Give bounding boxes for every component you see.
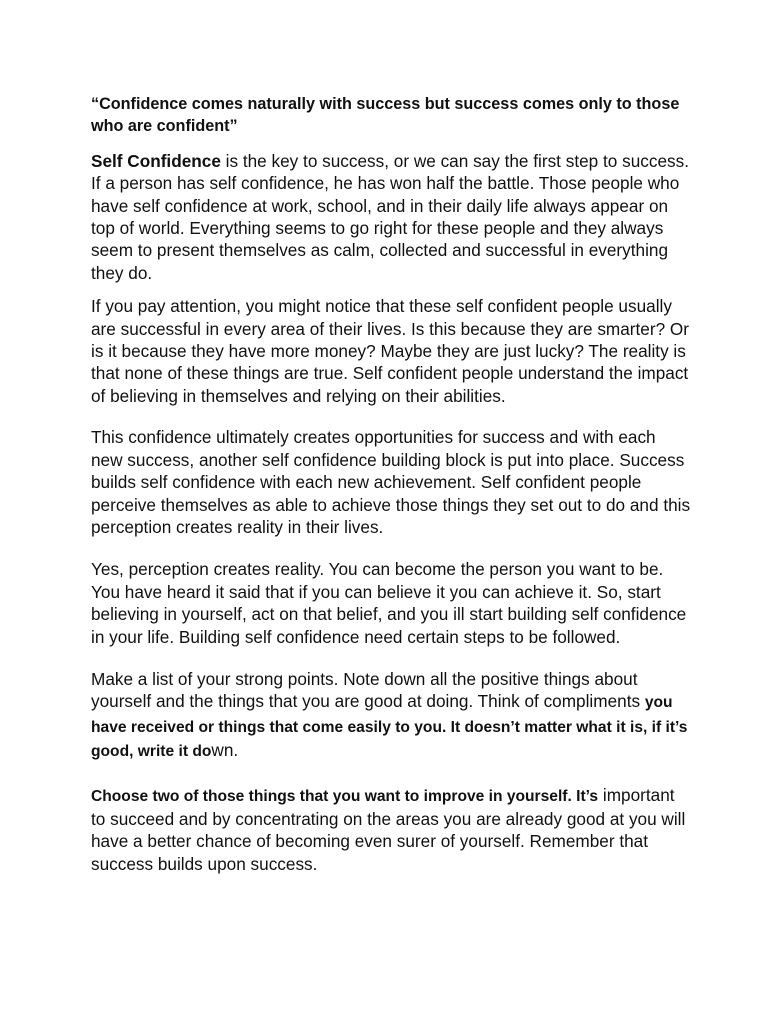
paragraph-5-tail: wn. <box>211 740 239 761</box>
paragraph-3: This confidence ultimately creates opportunities for success and with each new success, another self confidence building block is put into place. Success builds self confidence with each new achievement. Self confident people perceive themselves as able to achieve those things they set out to do and this perception creates reality in their lives. <box>91 427 691 537</box>
paragraph-6-bold-text: Choose two of those things that you want to improve in yourself. It’s <box>91 787 599 805</box>
paragraph-1-text: is the key to success, or we can say the first step to success. If a person has self confidence, he has won half the battle. Those people who have self confidence at work, school, and in their daily life always appear on top of world. Everything seems to go right for these people and they always seem to present themselves as calm, collected and successful in everything they do. <box>91 150 689 283</box>
paragraph-6-text: important to succeed and by concentrating on the areas you are already good at you will have a better chance of becoming even surer of yourself. Remember that success builds upon success. <box>91 784 686 874</box>
paragraph-1 <box>91 150 691 284</box>
paragraph-6 <box>91 784 691 876</box>
paragraph-2: If you pay attention, you might notice that these self confident people usually are successful in every area of their lives. Is this because they are smarter? Or is it because they have more money? Maybe they are just lucky? The reality is that none of these things are true. Self confident people understand the impact of believing in themselves and relying on their abilities. <box>91 296 689 406</box>
paragraph-5-bold-text: you have received or things that come easily to you. It doesn’t matter what it is, if it’s good, write it do <box>91 694 688 761</box>
document-page <box>91 93 691 875</box>
paragraph-4: Yes, perception creates reality. You can become the person you want to be. You have heard it said that if you can believe it you can achieve it. So, start believing in yourself, act on that belief, and you ill start building self confidence in your life. Building self confidence need certain steps to be followed. <box>91 559 687 647</box>
paragraph-5 <box>91 668 691 764</box>
opening-quote: “Confidence comes naturally with success but success comes only to those who are confident” <box>91 95 680 136</box>
self-confidence-term: Self Confidence <box>91 150 221 171</box>
paragraph-5-text: Make a list of your strong points. Note down all the positive things about yourself and the things that you are good at doing. Think of compliments <box>91 668 645 712</box>
